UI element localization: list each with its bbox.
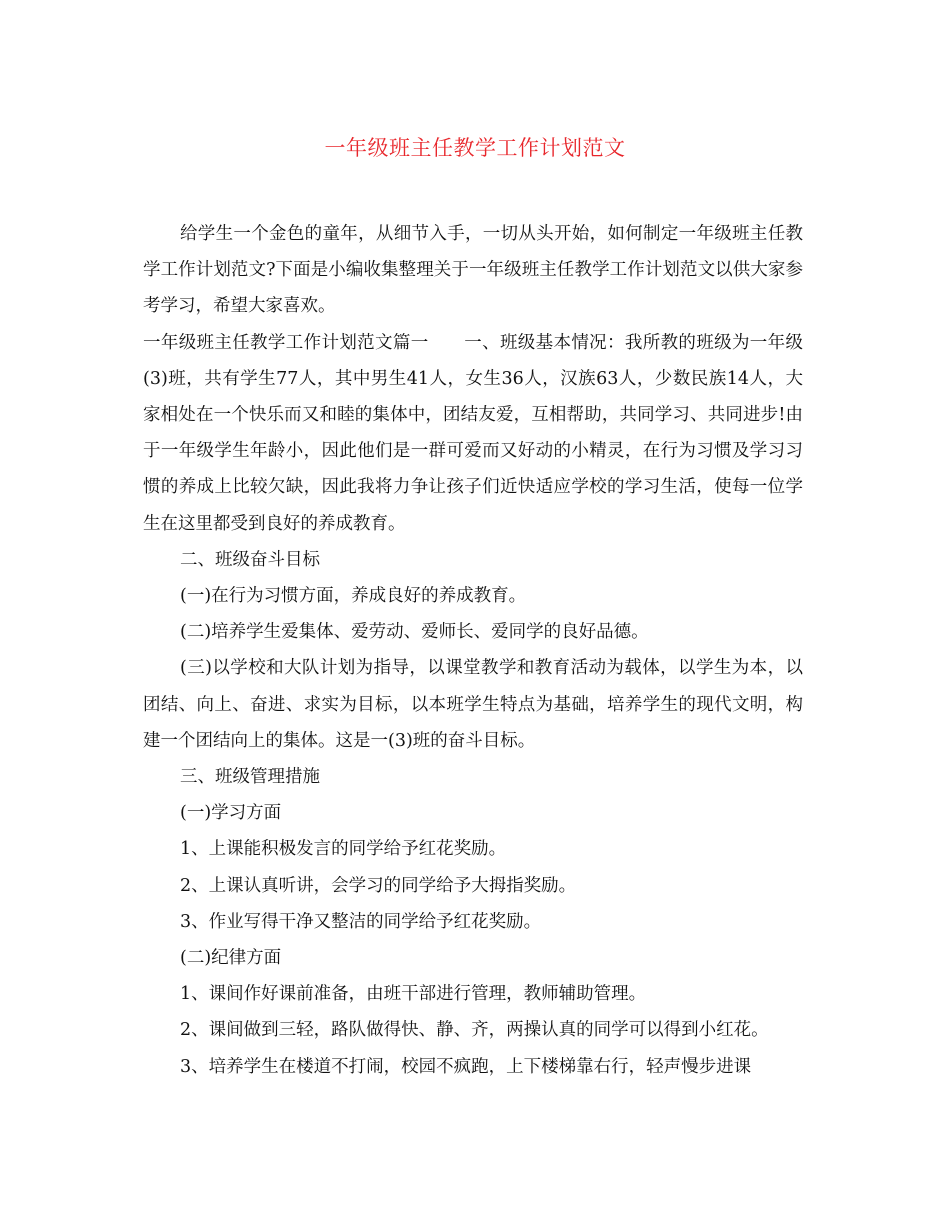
subsection-study-heading: (一)学习方面 <box>180 803 282 824</box>
study-item-1: 1、上课能积极发言的同学给予红花奖励。 <box>180 839 507 860</box>
section-three-heading: 三、班级管理措施 <box>180 767 320 788</box>
goal-item-1: (一)在行为习惯方面，养成良好的养成教育。 <box>180 586 527 607</box>
study-item-2: 2、上课认真听讲，会学习的同学给予大拇指奖励。 <box>180 875 577 896</box>
goal-item-3: (三)以学校和大队计划为指导，以课堂教学和教育活动为载体，以学生为本，以团结、向上、奋进、求实为目标，以本班学生特点为基础，培养学生的现代文明，构建一个团结向上的集体。这是一(3)班的奋斗目标。 <box>143 658 803 751</box>
study-item-3: 3、作业写得干净又整洁的同学给予红花奖励。 <box>180 911 542 932</box>
subsection-discipline-heading: (二)纪律方面 <box>180 948 282 969</box>
section-one-paragraph: 一年级班主任教学工作计划范文篇一 一、班级基本情况：我所教的班级为一年级(3)班，共有学生77人，其中男生41人，女生36人，汉族63人，少数民族14人，大家相处在一个快乐而又和睦的集体中，团结友爱，互相帮助，共同学习、共同进步!由于一年级学生年龄小，因此他们是一群可爱而又好动的小精灵，在行为习惯及学习习惯的养成上比较欠缺，因此我将力争让孩子们近快适应学校的学习生活，使每一位学生在这里都受到良好的养成教育。 <box>143 332 803 534</box>
section-two-heading: 二、班级奋斗目标 <box>180 549 320 570</box>
document-title: 一年级班主任教学工作计划范文 <box>324 136 626 160</box>
discipline-item-2: 2、课间做到三轻，路队做得快、静、齐，两操认真的同学可以得到小红花。 <box>180 1020 769 1041</box>
document-body <box>143 216 803 1085</box>
goal-item-2: (二)培养学生爱集体、爱劳动、爱师长、爱同学的良好品德。 <box>180 622 649 643</box>
discipline-item-3: 3、培养学生在楼道不打闹，校园不疯跑，上下楼梯靠右行，轻声慢步进课 <box>180 1056 752 1077</box>
discipline-item-1: 1、课间作好课前准备，由班干部进行管理，教师辅助管理。 <box>180 984 647 1005</box>
intro-paragraph: 给学生一个金色的童年，从细节入手，一切从头开始，如何制定一年级班主任教学工作计划范文?下面是小编收集整理关于一年级班主任教学工作计划范文以供大家参考学习，希望大家喜欢。 <box>143 224 803 317</box>
